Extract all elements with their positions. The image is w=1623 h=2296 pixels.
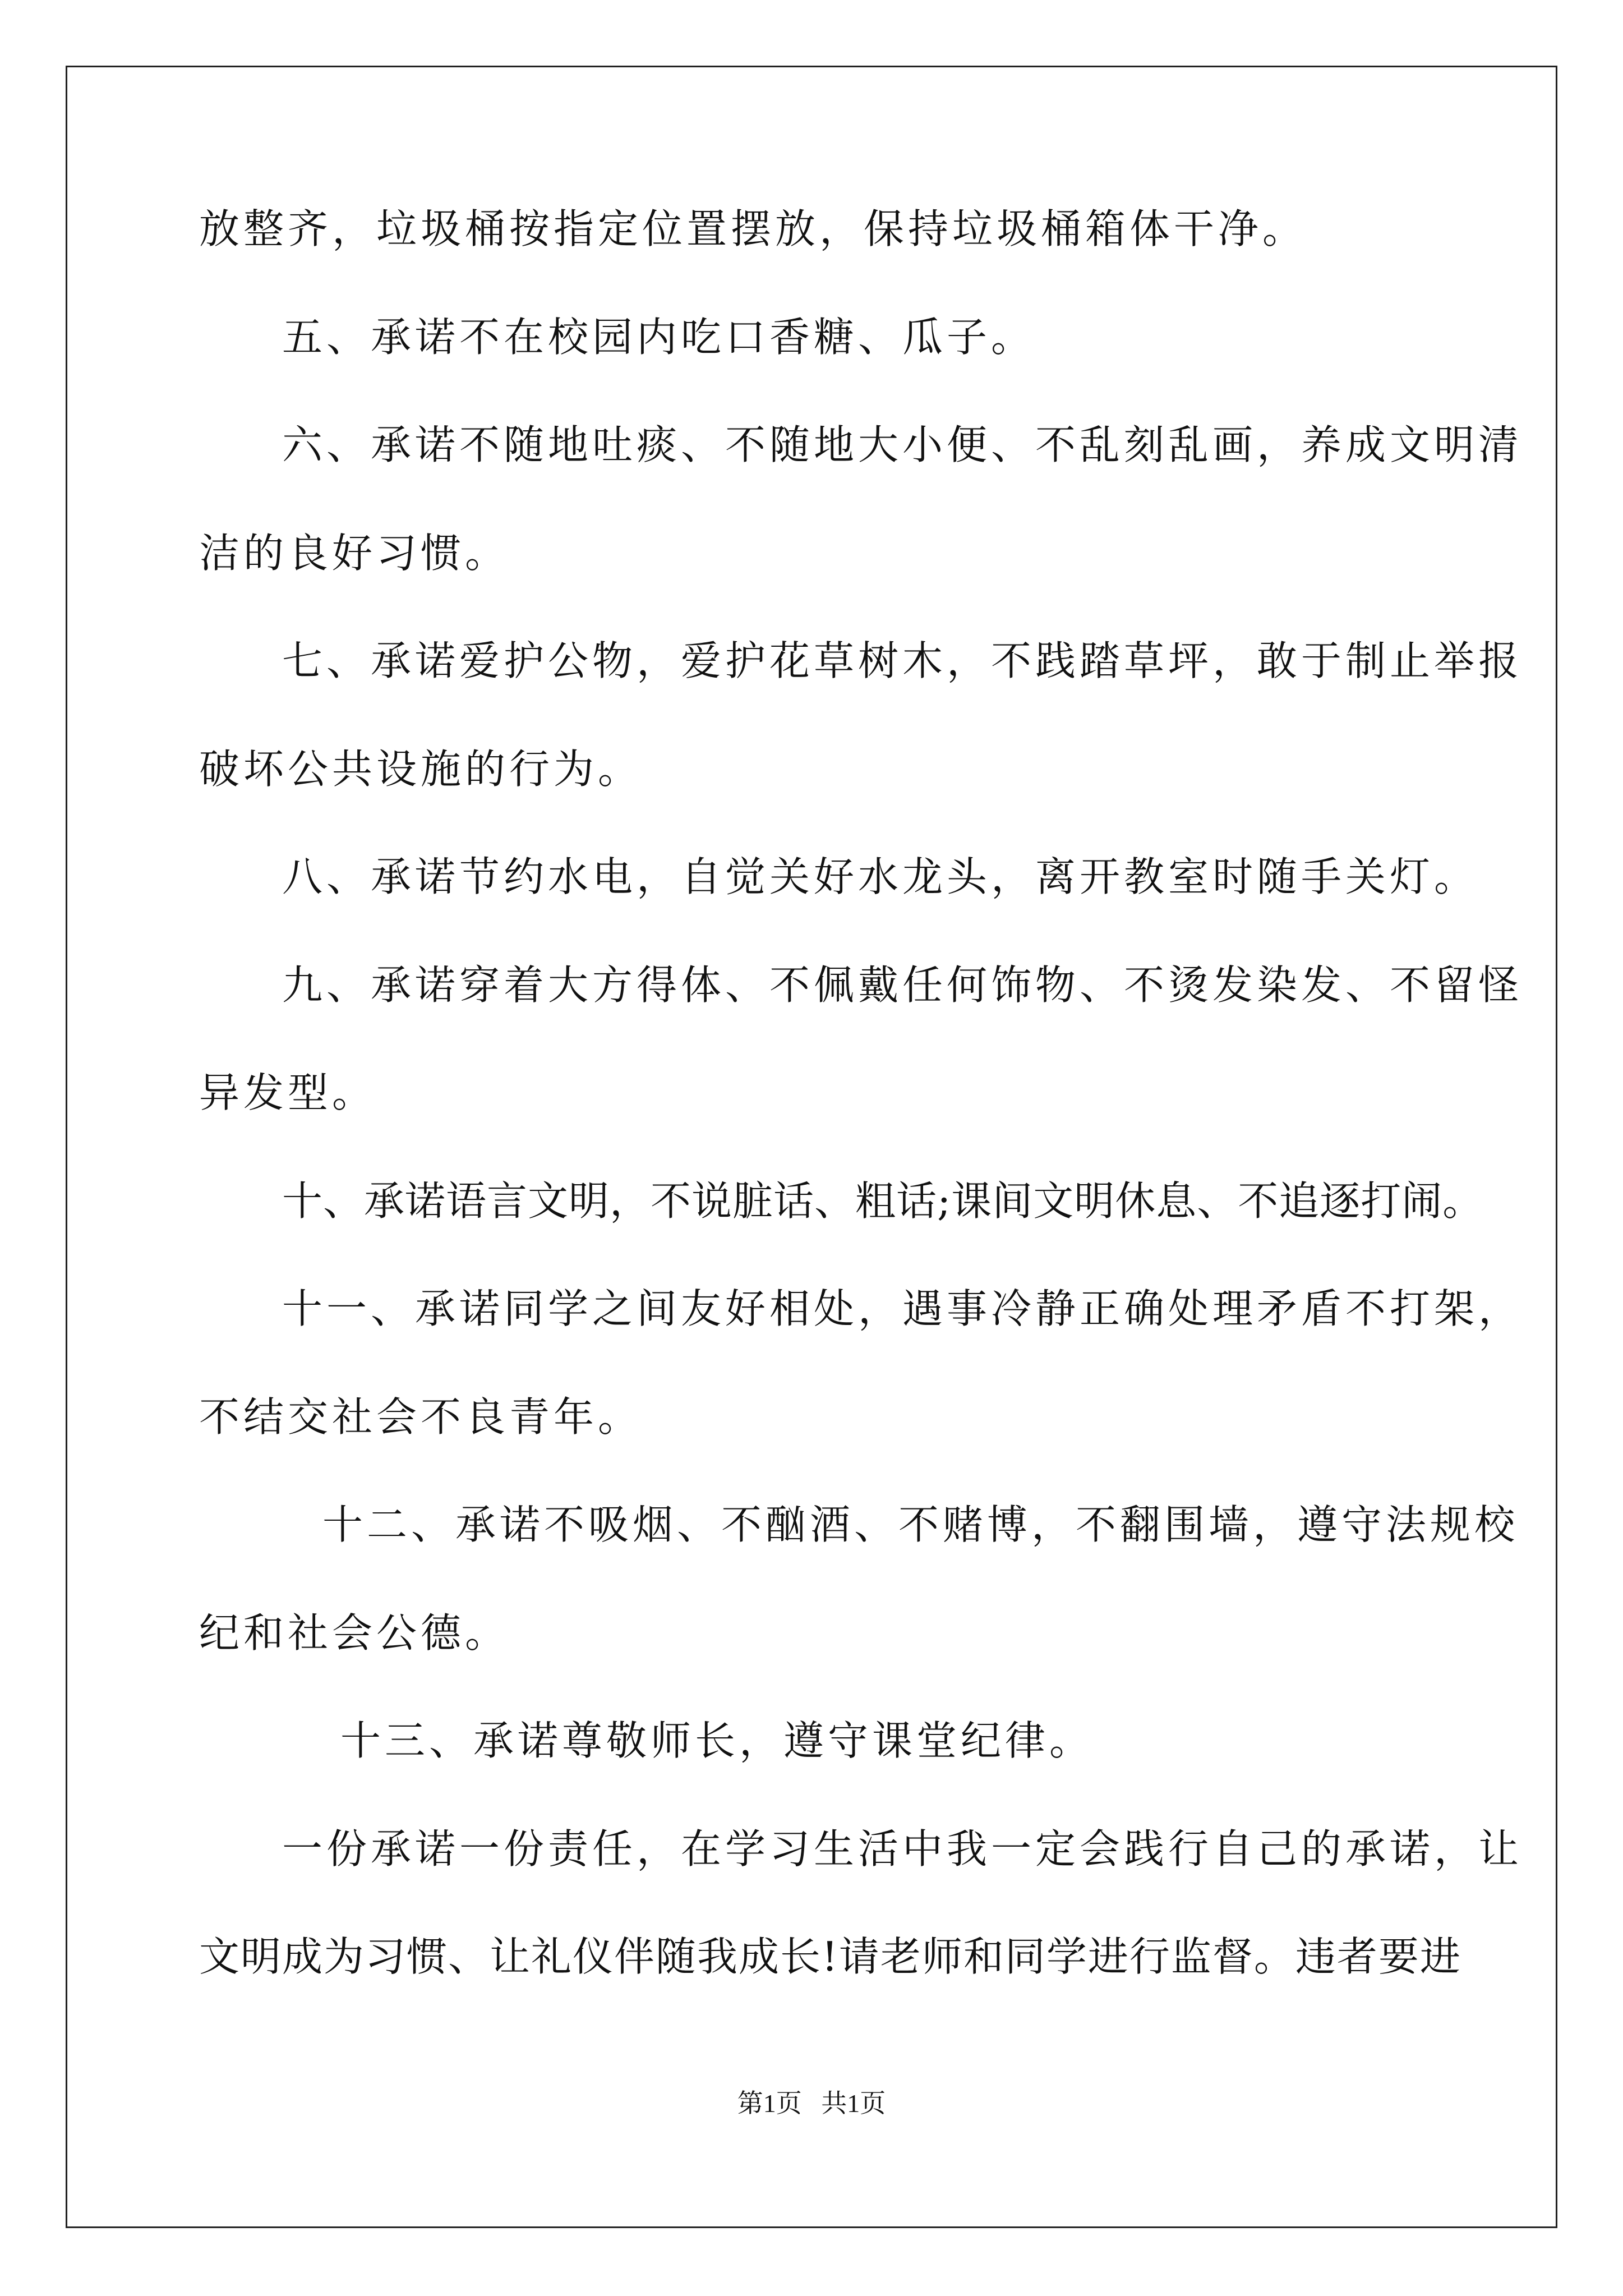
text-line: 文明成为习惯、让礼仪伴随我成长!请老师和同学进行监督。违者要进: [199, 1933, 1461, 1980]
text-line: 十、承诺语言文明，不说脏话、粗话;课间文明休息、不追逐打闹。: [282, 1177, 1484, 1225]
text-line: 不结交社会不良青年。: [199, 1393, 643, 1441]
text-line: 十三、承诺尊敬师长，遵守课堂纪律。: [340, 1717, 1094, 1764]
text-line: 纪和社会公德。: [199, 1609, 510, 1657]
text-line: 七、承诺爱护公物，爱护花草树木，不践踏草坪，敢于制止举报: [282, 637, 1523, 684]
text-line: 一份承诺一份责任，在学习生活中我一定会践行自己的承诺，让: [282, 1825, 1523, 1872]
text-line: 十一、承诺同学之间友好相处，遇事冷静正确处理矛盾不打架，: [282, 1285, 1523, 1332]
text-line: 十二、承诺不吸烟、不酗酒、不赌博，不翻围墙，遵守法规校: [322, 1501, 1519, 1548]
text-line: 八、承诺节约水电，自觉关好水龙头，离开教室时随手关灯。: [282, 853, 1479, 900]
text-line: 破坏公共设施的行为。: [199, 746, 643, 793]
text-line: 六、承诺不随地吐痰、不随地大小便、不乱刻乱画，养成文明清: [282, 421, 1523, 468]
text-line: 九、承诺穿着大方得体、不佩戴任何饰物、不烫发染发、不留怪: [282, 961, 1523, 1009]
text-line: 异发型。: [199, 1069, 377, 1116]
page-border: [66, 66, 1557, 2228]
text-line: 洁的良好习惯。: [199, 530, 510, 577]
text-line: 放整齐，垃圾桶按指定位置摆放，保持垃圾桶箱体干净。: [199, 205, 1307, 252]
page-number-footer: 第1页 共1页: [737, 2089, 886, 2118]
text-line: 五、承诺不在校园内吃口香糖、瓜子。: [282, 314, 1036, 361]
